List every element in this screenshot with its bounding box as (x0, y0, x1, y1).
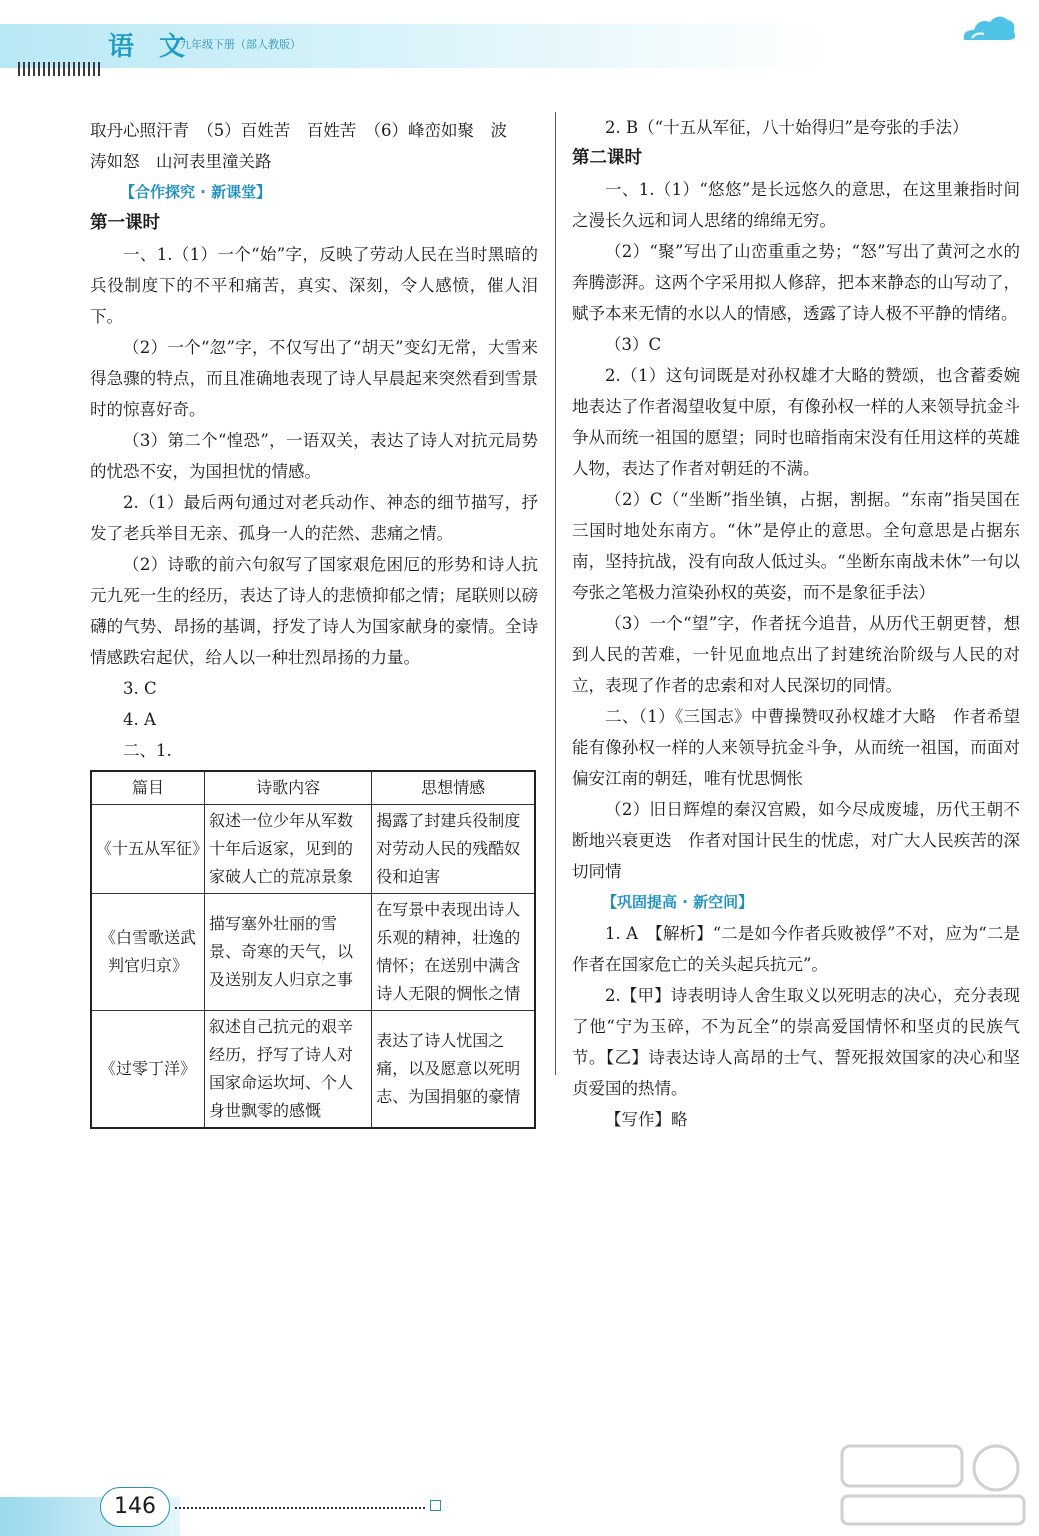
header-barcode-decoration (18, 62, 100, 76)
answer-paragraph: 2.（1）最后两句通过对老兵动作、神态的细节描写，抒发了老兵举目无亲、孤身一人的茫然、悲痛之情。 (90, 493, 538, 543)
subject-title: 语 文 (108, 32, 194, 62)
table-header-row (91, 771, 535, 805)
footer-square-icon (430, 1500, 441, 1511)
intro-line: 取丹心照汗青 （5）百姓苦 百姓苦 （6）峰峦如聚 波 (90, 121, 507, 140)
answer-paragraph: 一、1.（1）一个“始”字，反映了劳动人民在当时黑暗的兵役制度下的不平和痛苦，真实、深刻，令人感愤，催人泪下。 (90, 245, 538, 326)
table-header: 篇目 (91, 771, 205, 805)
poem-content-cell: 描写塞外壮丽的雪景、奇寒的天气，以及送别友人归京之事 (205, 894, 372, 1011)
answer-paragraph: （3）一个“望”字，作者抚今追昔，从历代王朝更替，想到人民的苦难，一针见血地点出了封建统治阶级与人民的对立，表现了作者的忠索和对人民深切的同情。 (572, 614, 1020, 695)
answer-paragraph: （2）C（“坐断”指坐镇，占据，割据。“东南”指吴国在三国时地处东南方。“休”是停止的意思。全句意思是占据东南，坚持抗战，没有向敌人低过头。“坐断东南战未休”一句以夸张之笔极力渲染孙权的英姿，而不是象征手法） (572, 490, 1020, 602)
right-column (572, 112, 1020, 1135)
watermark-logo-icon (838, 1440, 1028, 1530)
section-tag: 【巩固提高 · 新空间】 (602, 893, 754, 911)
poem-title-cell: 《十五从军征》 (91, 805, 205, 894)
answer-paragraph: 2.【甲】诗表明诗人舍生取义以死明志的决心，充分表现了他“宁为玉碎，不为瓦全”的崇高爱国情怀和坚贞的民族气节。【乙】诗表达诗人高昂的士气、誓死报效国家的决心和坚贞爱国的热情。 (572, 986, 1020, 1098)
table-header: 诗歌内容 (205, 771, 372, 805)
table-row (91, 805, 535, 894)
answer-paragraph: 4. A (123, 710, 156, 729)
answer-paragraph: （2）一个“忽”字，不仅写出了“胡天”变幻无常，大雪来得急骤的特点，而且准确地表现了诗人早晨起来突然看到雪景时的惊喜好奇。 (90, 338, 538, 419)
answer-paragraph: 二、1. (123, 741, 172, 760)
answer-paragraph: （3）C (605, 335, 662, 354)
answer-paragraph: 1. A 【解析】“二是如今作者兵败被俘”不对，应为“二是作者在国家危亡的关头起兵抗元”。 (572, 924, 1020, 974)
grade-label: 九年级下册（部人教版） (180, 38, 301, 51)
poem-emotion-cell: 揭露了封建兵役制度对劳动人民的残酷奴役和迫害 (372, 805, 535, 894)
intro-line: 涛如怒 山河表里潼关路 (90, 152, 272, 171)
cloud-logo-icon (958, 10, 1018, 46)
table-row (91, 1011, 535, 1129)
answer-paragraph: （2）诗歌的前六句叙写了国家艰危困厄的形势和诗人抗元九死一生的经历，表达了诗人的悲愤抑郁之情；尾联则以磅礴的气势、昂扬的基调，抒发了诗人为国家献身的豪情。全诗情感跌宕起伏，给人以一种壮烈昂扬的力量。 (90, 555, 538, 667)
page-number: 146 (100, 1487, 170, 1527)
poem-content-cell: 叙述自己抗元的艰辛经历，抒写了诗人对国家命运坎坷、个人身世飘零的感慨 (205, 1011, 372, 1129)
answer-paragraph: 2.（1）这句词既是对孙权雄才大略的赞颂，也含蓄委婉地表达了作者渴望收复中原，有像孙权一样的人来领导抗金斗争从而统一祖国的愿望；同时也暗指南宋没有任用这样的英雄人物，表达了作者对朝廷的不满。 (572, 366, 1020, 478)
section-tag: 【合作探究 · 新课堂】 (120, 183, 272, 201)
answer-paragraph: （2）旧日辉煌的秦汉宫殿，如今尽成废墟，历代王朝不断地兴衰更迭 作者对国计民生的忧虑，对广大人民疾苦的深切同情 (572, 800, 1020, 881)
lesson-title: 第一课时 (90, 213, 160, 233)
column-divider (555, 112, 556, 1075)
poem-table (90, 770, 536, 1129)
answer-paragraph: 二、（1）《三国志》中曹操赞叹孙权雄才大略 作者希望能有像孙权一样的人来领导抗金斗争，从而统一祖国，而面对偏安江南的朝廷，唯有忧思惆怅 (572, 707, 1020, 788)
answer-paragraph: 【写作】略 (605, 1110, 688, 1129)
poem-title-cell: 《白雪歌送武判官归京》 (91, 894, 205, 1011)
lesson-title: 第二课时 (572, 148, 642, 168)
answer-paragraph: （2）“聚”写出了山峦重重之势；“怒”写出了黄河之水的奔腾澎湃。这两个字采用拟人修辞，把本来静态的山写动了，赋予本来无情的水以人的情感，透露了诗人极不平静的情绪。 (572, 242, 1020, 323)
poem-content-cell: 叙述一位少年从军数十年后返家，见到的家破人亡的荒凉景象 (205, 805, 372, 894)
table-header: 思想情感 (372, 771, 535, 805)
table-row (91, 894, 535, 1011)
answer-paragraph: （3）第二个“惶恐”，一语双关，表达了诗人对抗元局势的忧恐不安，为国担忧的情感。 (90, 431, 538, 481)
poem-emotion-cell: 在写景中表现出诗人乐观的精神，壮逸的情怀；在送别中满含诗人无限的惆怅之情 (372, 894, 535, 1011)
poem-emotion-cell: 表达了诗人忧国之痛，以及愿意以死明志、为国捐躯的豪情 (372, 1011, 535, 1129)
poem-title-cell: 《过零丁洋》 (91, 1011, 205, 1129)
answer-paragraph: 一、1.（1）“悠悠”是长远悠久的意思，在这里兼指时间之漫长久远和词人思绪的绵绵无穷。 (572, 180, 1020, 230)
answer-paragraph: 2. B（“十五从军征，八十始得归”是夸张的手法） (605, 118, 969, 137)
answer-paragraph: 3. C (123, 679, 157, 698)
footer-dotted-line (175, 1507, 425, 1509)
left-column (90, 115, 538, 1129)
